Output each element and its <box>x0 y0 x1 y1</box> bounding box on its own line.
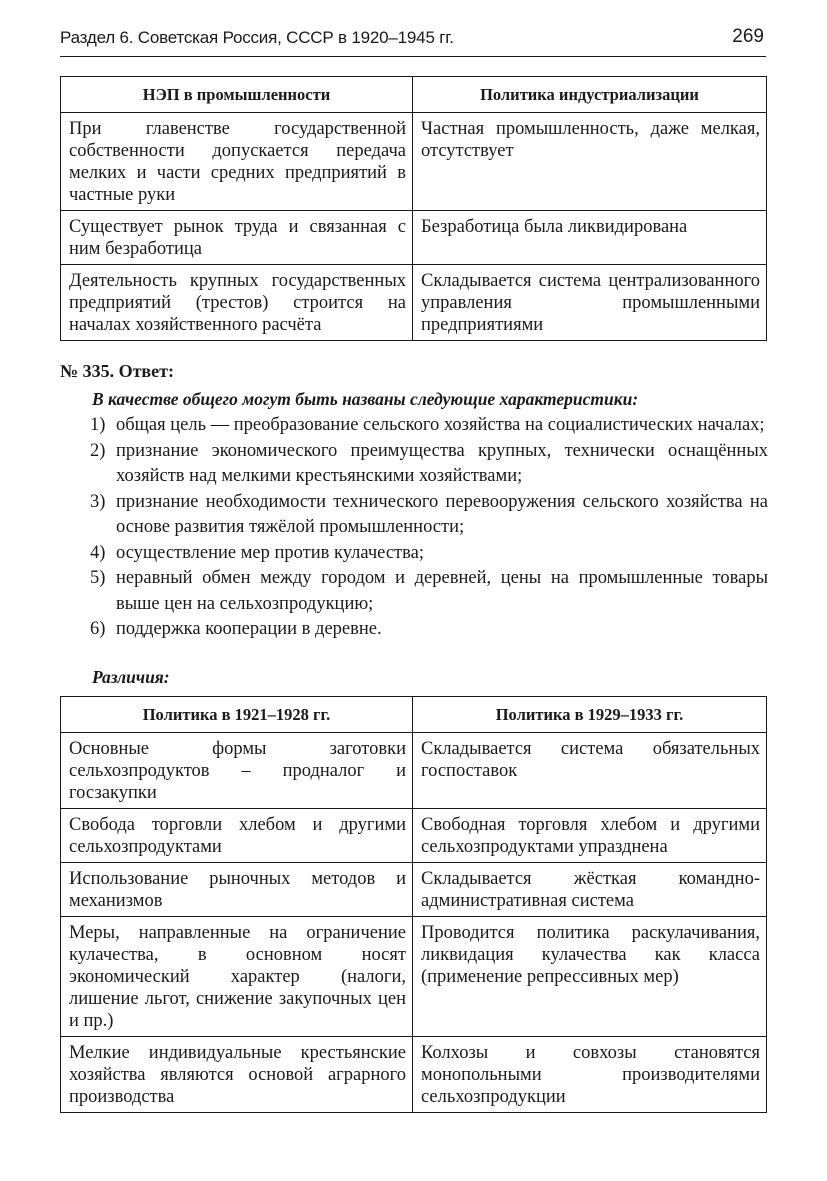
list-item <box>60 490 768 541</box>
list-item-text: поддержка кооперации в деревне. <box>116 619 382 639</box>
table-cell: Меры, направленные на ограничение кулачества, в основном носят экономический характер (налоги, лишение льгот, снижение закупочных цен и пр.) <box>61 917 413 1037</box>
table-cell: Складывается система обязательных госпоставок <box>413 733 767 809</box>
list-item-text: общая цель — преобразование сельского хозяйства на социалистических началах; <box>116 415 765 435</box>
section-title: Раздел 6. Советская Россия, СССР в 1920–1945 гг. <box>60 28 454 47</box>
table-row <box>61 733 767 809</box>
list-item <box>60 566 768 617</box>
list-item <box>60 439 768 490</box>
table-cell: Складывается жёсткая командно-административная система <box>413 863 767 917</box>
agrarian-policy-comparison-table <box>60 696 767 1113</box>
list-item-text: осуществление мер против кулачества; <box>116 542 424 563</box>
table-cell: Проводится политика раскулачивания, ликвидация кулачества как класса (применение репрессивных мер) <box>413 917 767 1037</box>
table-row <box>61 1037 767 1113</box>
table-cell: Колхозы и совхозы становятся монопольными производителями сельхозпродукции <box>413 1037 767 1113</box>
answer-heading: № 335. Ответ: <box>60 361 174 381</box>
table-row <box>61 917 767 1037</box>
list-item <box>60 541 768 567</box>
column-header: Политика индустриализации <box>413 77 767 113</box>
table-cell: Свобода торговли хлебом и другими сельхозпродуктами <box>61 809 413 863</box>
table-cell: Использование рыночных методов и механизмов <box>61 863 413 917</box>
table-cell: Деятельность крупных государственных предприятий (трестов) строится на началах хозяйственного расчёта <box>61 265 413 341</box>
table-row <box>61 265 767 341</box>
table-cell: Свободная торговля хлебом и другими сельхозпродуктами упразднена <box>413 809 767 863</box>
differences-subheading: Различия: <box>92 667 170 687</box>
list-item-text: признание экономического преимущества крупных, технически оснащённых хозяйств над мелкими крестьянскими хозяйствами; <box>116 440 768 486</box>
list-item-number: 1) <box>90 415 106 435</box>
table-header-row <box>61 77 767 113</box>
table-cell: Складывается система централизованного управления промышленными предприятиями <box>413 265 767 341</box>
nep-vs-industrialization-table <box>60 76 767 341</box>
table-header-row <box>61 697 767 733</box>
table-row <box>61 211 767 265</box>
table-cell: Существует рынок труда и связанная с ним безработица <box>61 211 413 265</box>
common-features-list <box>60 413 768 643</box>
list-item-number: 4) <box>90 542 106 563</box>
column-header: Политика в 1921–1928 гг. <box>61 697 413 733</box>
common-features-subheading: В качестве общего могут быть названы следующие характеристики: <box>92 389 639 409</box>
table-cell: Безработица была ликвидирована <box>413 211 767 265</box>
list-item-text: признание необходимости технического перевооружения сельского хозяйства на основе развития тяжёлой промышленности; <box>116 491 768 537</box>
table-row <box>61 113 767 211</box>
table-row <box>61 809 767 863</box>
list-item-number: 5) <box>90 568 106 588</box>
table-cell: Мелкие индивидуальные крестьянские хозяйства являются основой аграрного производства <box>61 1037 413 1113</box>
table-cell: Основные формы заготовки сельхозпродуктов – продналог и госзакупки <box>61 733 413 809</box>
list-item-number: 6) <box>90 619 106 639</box>
list-item-number: 2) <box>90 440 106 461</box>
list-item-text: неравный обмен между городом и деревней, цены на промышленные товары выше цен на сельхозпродукцию; <box>116 568 768 614</box>
list-item <box>60 617 768 643</box>
list-item <box>60 413 768 439</box>
column-header: Политика в 1929–1933 гг. <box>413 697 767 733</box>
table-row <box>61 863 767 917</box>
table-cell: Частная промышленность, даже мелкая, отсутствует <box>413 113 767 211</box>
list-item-number: 3) <box>90 491 106 512</box>
page-number: 269 <box>732 26 764 47</box>
column-header: НЭП в промышленности <box>61 77 413 113</box>
running-header <box>60 26 766 57</box>
table-cell: При главенстве государственной собственности допускается передача мелких и части средних предприятий в частные руки <box>61 113 413 211</box>
